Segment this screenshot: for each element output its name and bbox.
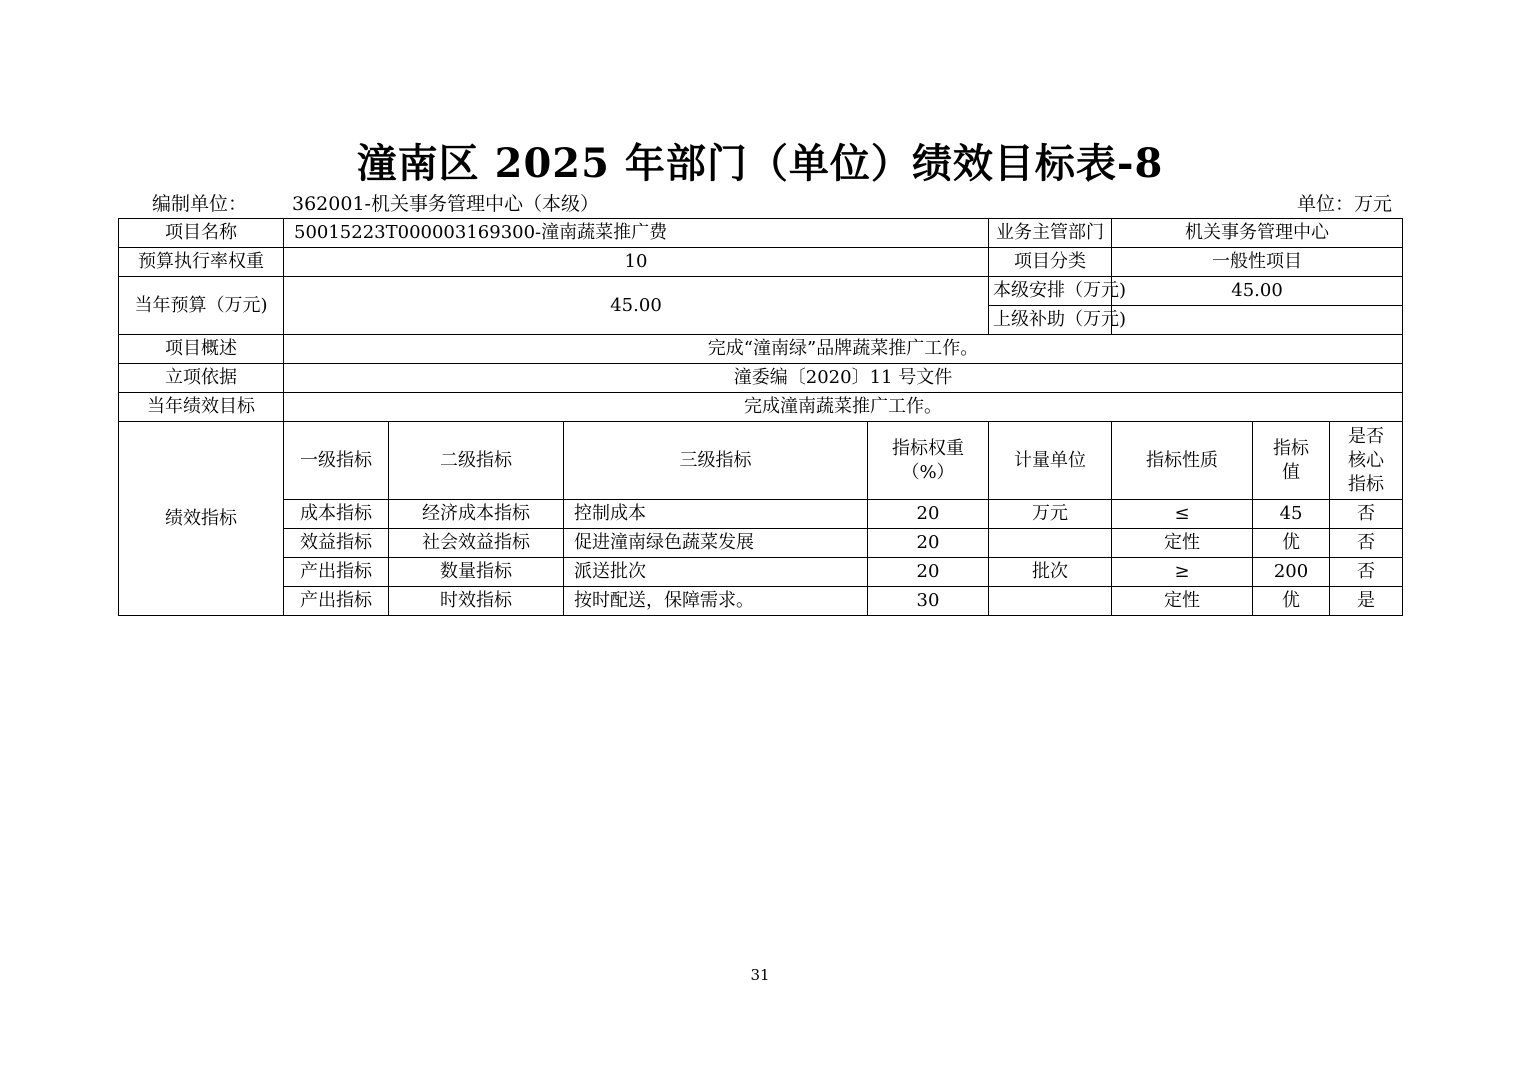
table-row	[119, 219, 1403, 248]
budget-label: 当年预算（万元)	[119, 277, 284, 335]
superior-label: 上级补助（万元)	[989, 306, 1112, 335]
row-weight: 20	[868, 558, 989, 587]
row-value: 45	[1253, 500, 1330, 529]
indicators-label: 绩效指标	[119, 422, 284, 616]
row-value: 优	[1253, 529, 1330, 558]
table-row	[119, 558, 1403, 587]
dept-value: 机关事务管理中心	[1112, 219, 1403, 248]
local-value: 45.00	[1112, 277, 1403, 306]
local-label: 本级安排（万元)	[989, 277, 1112, 306]
row-level3: 派送批次	[564, 558, 868, 587]
row-nature: 定性	[1112, 587, 1253, 616]
row-weight: 20	[868, 529, 989, 558]
table-row	[119, 335, 1403, 364]
row-core: 是	[1330, 587, 1403, 616]
page-number: 31	[750, 966, 770, 984]
table-row	[119, 277, 1403, 306]
row-value: 200	[1253, 558, 1330, 587]
row-nature: 定性	[1112, 529, 1253, 558]
row-weight: 20	[868, 500, 989, 529]
col-level2: 二级指标	[389, 422, 564, 500]
row-core: 否	[1330, 558, 1403, 587]
table-row	[119, 393, 1403, 422]
row-unit	[989, 587, 1112, 616]
col-unit: 计量单位	[989, 422, 1112, 500]
row-core: 否	[1330, 529, 1403, 558]
row-level2: 经济成本指标	[389, 500, 564, 529]
row-unit: 批次	[989, 558, 1112, 587]
summary-value: 完成“潼南绿”品牌蔬菜推广工作。	[284, 335, 1403, 364]
row-level2: 社会效益指标	[389, 529, 564, 558]
superior-value	[1112, 306, 1403, 335]
project-name-label: 项目名称	[119, 219, 284, 248]
col-value: 指标值	[1253, 422, 1330, 500]
dept-label: 业务主管部门	[989, 219, 1112, 248]
col-core: 是否核心指标	[1330, 422, 1403, 500]
col-nature: 指标性质	[1112, 422, 1253, 500]
weight-label: 预算执行率权重	[119, 248, 284, 277]
row-nature: ≥	[1112, 558, 1253, 587]
project-name-value: 50015223T000003169300-潼南蔬菜推广费	[284, 219, 989, 248]
table-row	[119, 248, 1403, 277]
currency-unit: 单位：万元	[1296, 193, 1392, 215]
basis-label: 立项依据	[119, 364, 284, 393]
row-level3: 控制成本	[564, 500, 868, 529]
budget-value: 45.00	[284, 277, 989, 335]
row-level2: 时效指标	[389, 587, 564, 616]
table-row	[119, 500, 1403, 529]
page-title: 潼南区 2025 年部门（单位）绩效目标表-8	[356, 140, 1164, 187]
row-level1: 效益指标	[284, 529, 389, 558]
basis-value: 潼委编〔2020〕11 号文件	[284, 364, 1403, 393]
summary-label: 项目概述	[119, 335, 284, 364]
row-level1: 成本指标	[284, 500, 389, 529]
performance-table	[118, 218, 1403, 616]
row-unit: 万元	[989, 500, 1112, 529]
col-level3: 三级指标	[564, 422, 868, 500]
col-level1: 一级指标	[284, 422, 389, 500]
row-unit	[989, 529, 1112, 558]
category-label: 项目分类	[989, 248, 1112, 277]
row-weight: 30	[868, 587, 989, 616]
row-level1: 产出指标	[284, 558, 389, 587]
goal-label: 当年绩效目标	[119, 393, 284, 422]
goal-value: 完成潼南蔬菜推广工作。	[284, 393, 1403, 422]
table-row	[119, 529, 1403, 558]
col-weight: 指标权重（%）	[868, 422, 989, 500]
row-level3: 促进潼南绿色蔬菜发展	[564, 529, 868, 558]
weight-value: 10	[284, 248, 989, 277]
row-value: 优	[1253, 587, 1330, 616]
row-level2: 数量指标	[389, 558, 564, 587]
compile-unit-label: 编制单位：	[152, 193, 248, 215]
indicator-header-row	[119, 422, 1403, 500]
table-row	[119, 364, 1403, 393]
compile-unit-value: 362001-机关事务管理中心（本级）	[292, 193, 599, 215]
category-value: 一般性项目	[1112, 248, 1403, 277]
table-row	[119, 587, 1403, 616]
row-level1: 产出指标	[284, 587, 389, 616]
row-nature: ≤	[1112, 500, 1253, 529]
row-level3: 按时配送，保障需求。	[564, 587, 868, 616]
row-core: 否	[1330, 500, 1403, 529]
